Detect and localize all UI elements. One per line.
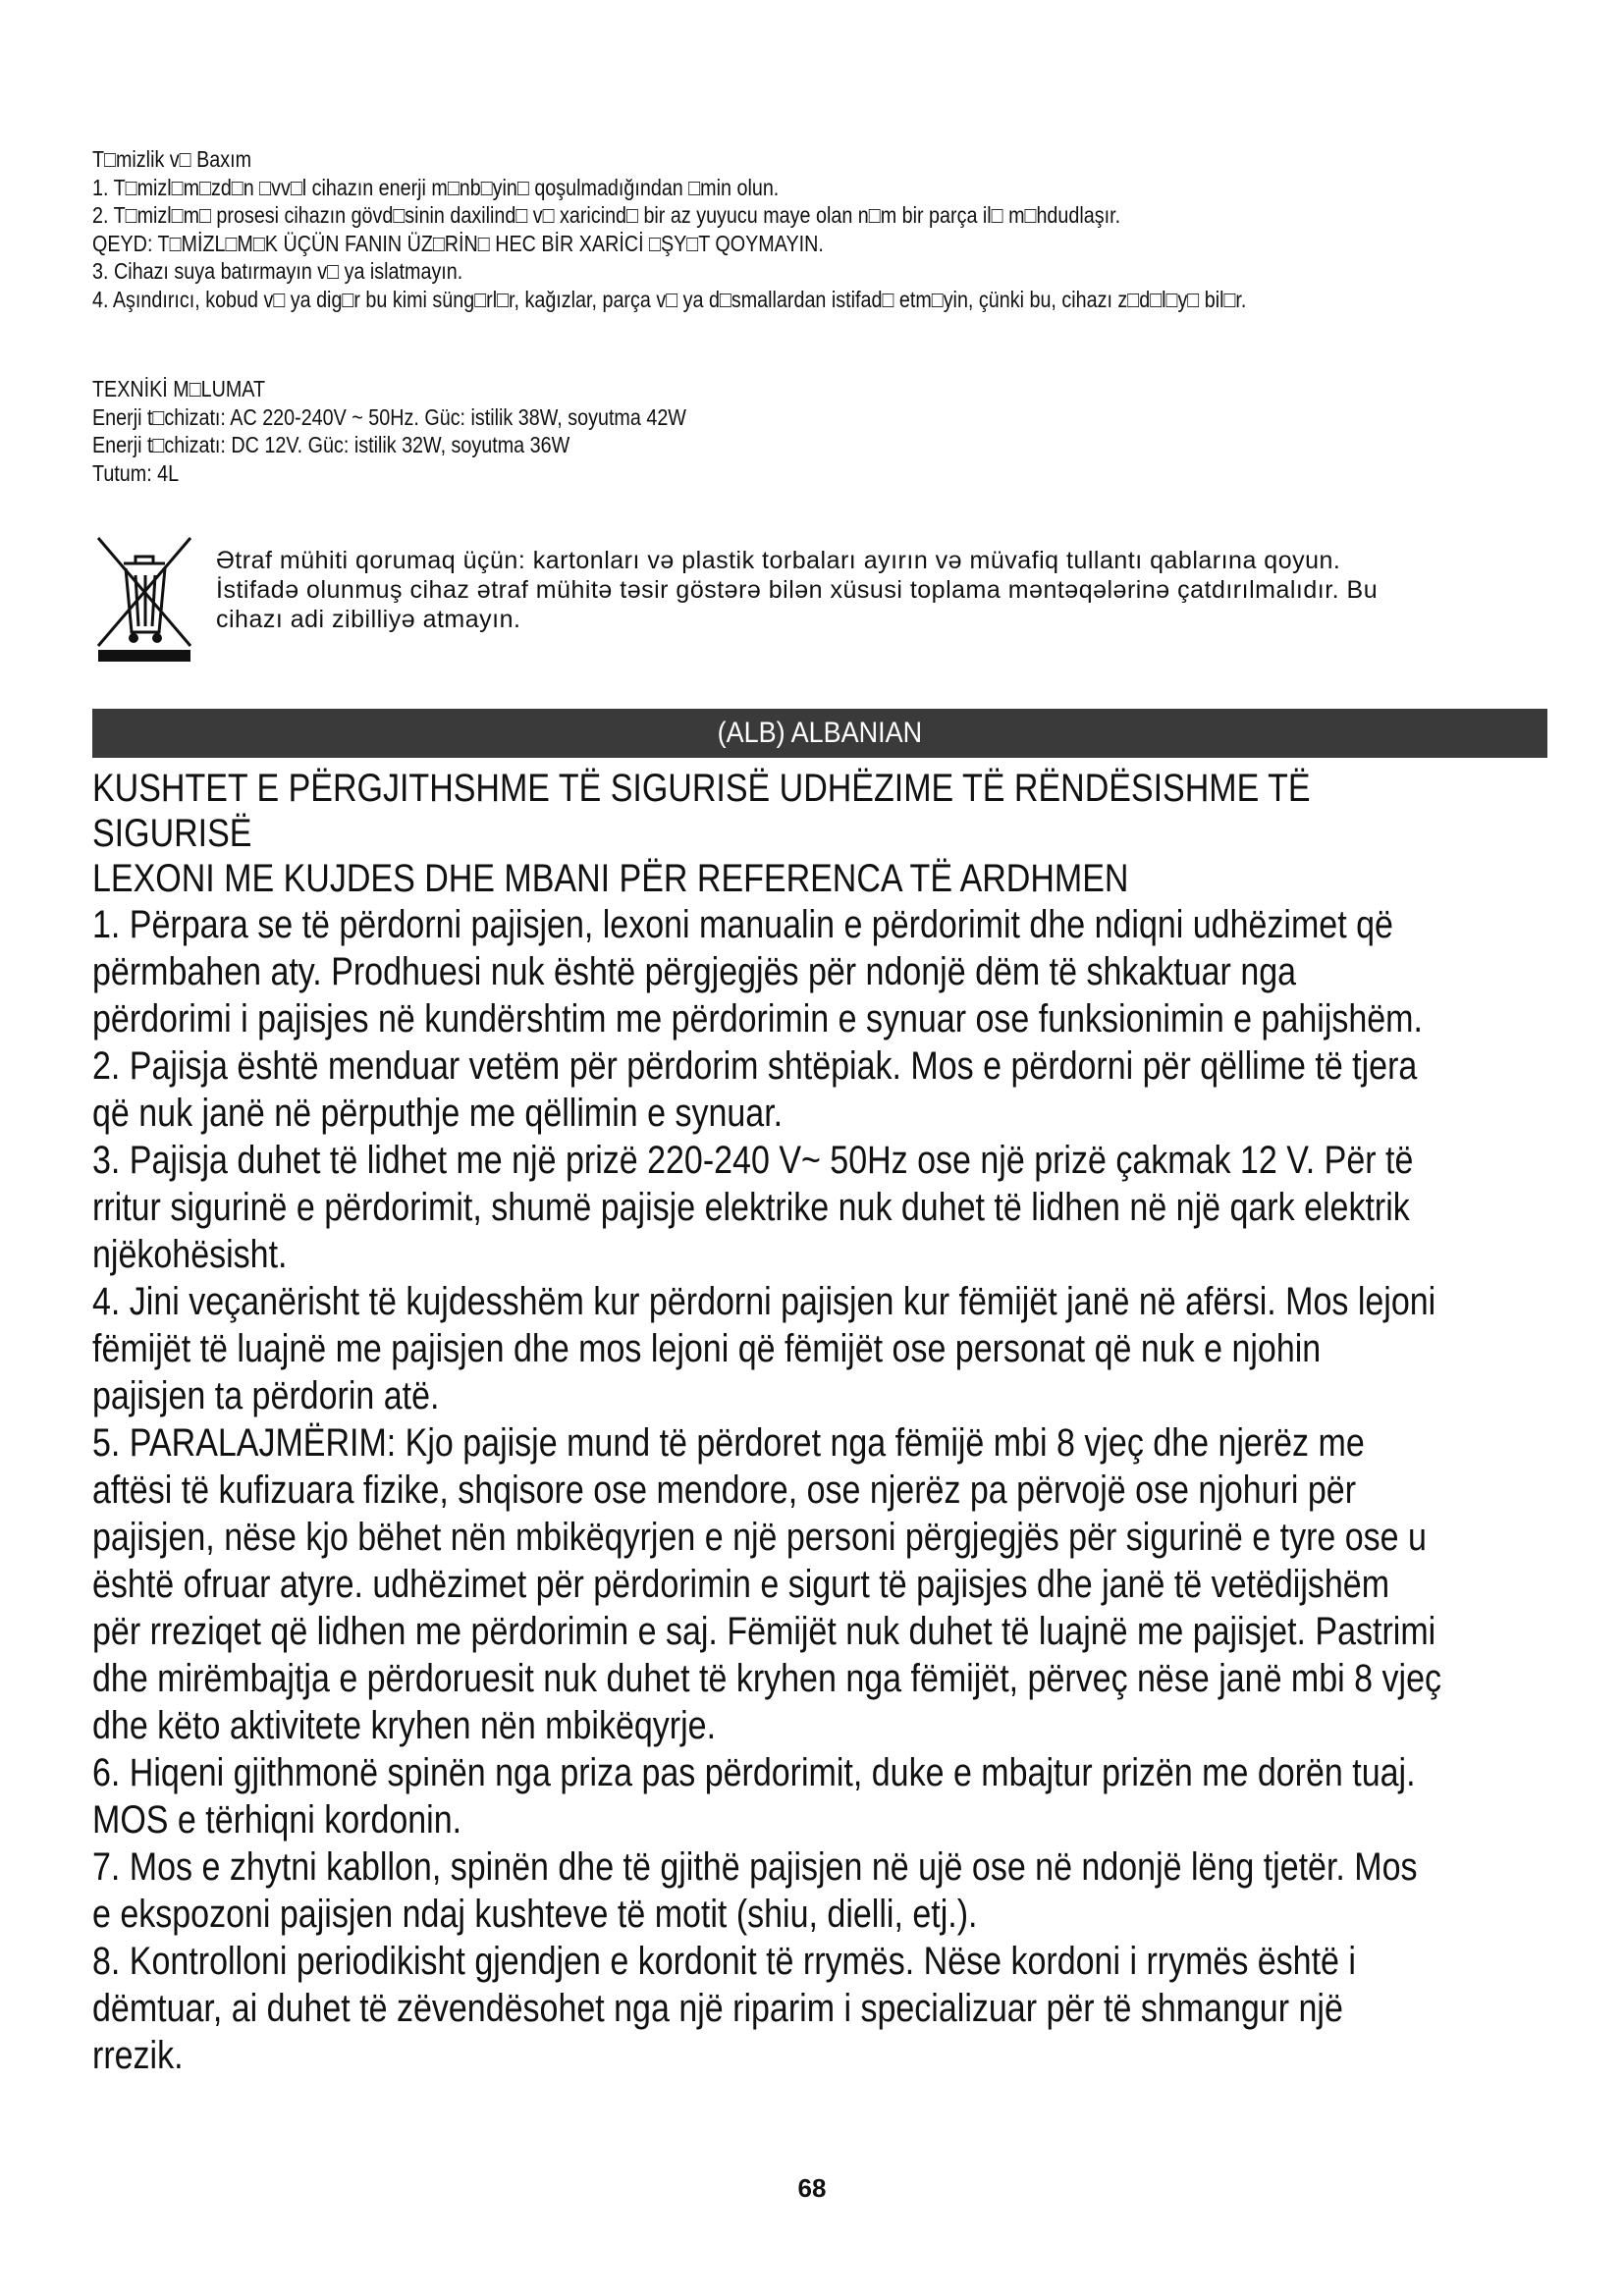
safety-text-line: është ofruar atyre. udhëzimet për përdorimin e sigurt të pajisjes dhe janë të vetëdijshëm [92,1563,1390,1606]
environment-notice-line: cihazı adi zibilliyə atmayın. [216,606,521,633]
cleaning-item: 4. Aşındırıcı, kobud v□ ya dig□r bu kimi süng□rl□r, kağızlar, parça v□ ya d□smallardan istifad□ etm□yin, çünki bu, cihazı z□d□l□y□ bil□r. [92,286,1247,312]
safety-text-line: dëmtuar, ai duhet të zëvendësohet nga një riparim i specializuar për të shmangur një [92,1987,1343,2030]
safety-text-line: rrezik. [92,2034,184,2077]
safety-text-line: e ekspozoni pajisjen ndaj kushteve të motit (shiu, dielli, etj.). [92,1893,978,1936]
albanian-safety-section [92,766,1565,2079]
technical-data-section [92,375,1271,487]
safety-text-line: 1. Përpara se të përdorni pajisjen, lexoni manualin e përdorimit dhe ndiqni udhëzimet që [92,903,1393,946]
safety-text-line: 6. Hiqeni gjithmonë spinën nga priza pas përdorimit, duke e mbajtur prizën me dorën tuaj. [92,1751,1416,1794]
safety-text-line: njëkohësisht. [92,1233,288,1276]
environment-notice [216,546,1571,634]
cleaning-note: QEYD: T□MİZL□M□K ÜÇÜN FANIN ÜZ□RİN□ HEC BİR XARİCİ □ŞY□T QOYMAYIN. [92,230,824,256]
technical-data-heading: TEXNİKİ M□LUMAT [92,376,266,401]
language-banner-label: (ALB) ALBANIAN [717,717,923,749]
safety-text-line: përdorimi i pajisjes në kundërshtim me përdorimin e synuar ose funksionimin e pahijshëm. [92,997,1423,1041]
safety-text-line: aftësi të kufizuara fizike, shqisore ose mendore, ose njerëz pa përvojë ose njohuri për [92,1468,1357,1512]
safety-text-line: 5. PARALAJMËRIM: Kjo pajisje mund të përdoret nga fëmijë mbi 8 vjeç dhe njerëz me [92,1421,1365,1465]
safety-text-line: 3. Pajisja duhet të lidhet me një prizë 220-240 V~ 50Hz ose një prizë çakmak 12 V. Për të [92,1139,1414,1182]
safety-text-line: 7. Mos e zhytni kabllon, spinën dhe të gjithë pajisjen në ujë ose në ndonjë lëng tjetër. Mos [92,1845,1418,1889]
safety-text-line: pajisjen ta përdorin atë. [92,1374,440,1417]
safety-heading: SIGURISË [92,812,252,855]
environment-notice-line: İstifadə olunmuş cihaz ətraf mühitə təsir göstərə bilən xüsusi toplama məntəqələrinə çatdırılmalıdır. Bu [216,576,1379,604]
page-number: 68 [797,2173,827,2203]
safety-text-line: MOS e tërhiqni kordonin. [92,1798,462,1842]
safety-text-line: fëmijët të luajnë me pajisjen dhe mos lejoni që fëmijët ose personat që nuk e njohin [92,1327,1322,1370]
safety-text-line: që nuk janë në përputhje me qëllimin e synuar. [92,1092,784,1135]
safety-text-line: pajisjen, nëse kjo bëhet nën mbikëqyrjen e një personi përgjegjës për sigurinë e tyre ose u [92,1516,1427,1559]
safety-text-line: dhe mirëmbajtja e përdoruesit nuk duhet të kryhen nga fëmijët, përveç nëse janë mbi 8 vjeç [92,1657,1441,1700]
cleaning-item: 2. T□mizl□m□ prosesi cihazın gövd□sinin daxilind□ v□ xaricind□ bir az yuyucu maye olan n□m bir parça il□ m□hdudlaşır. [92,202,1121,228]
safety-text-line: 2. Pajisja është menduar vetëm për përdorim shtëpiak. Mos e përdorni për qëllime të tjera [92,1044,1418,1088]
technical-data-line: Tutum: 4L [92,459,180,486]
azerbaijani-cleaning-section [92,145,1545,313]
environment-notice-line: Ətraf mühiti qorumaq üçün: kartonları və plastik torbaları ayırın və müvafiq tullantı qablarına qoyun. [216,547,1341,574]
technical-data-line: Enerji t□chizatı: AC 220-240V ~ 50Hz. Güc: istilik 38W, soyutma 42W [92,403,686,430]
safety-text-line: dhe këto aktivitete kryhen nën mbikëqyrje. [92,1704,717,1747]
safety-text-line: rritur sigurinë e përdorimit, shumë pajisje elektrike nuk duhet të lidhen në një qark elektrik [92,1186,1410,1229]
cleaning-heading: T□mizlik v□ Baxım [92,146,252,172]
safety-heading: LEXONI ME KUJDES DHE MBANI PËR REFERENCA TË ARDHMEN [92,857,1129,900]
cleaning-item: 3. Cihazı suya batırmayın v□ ya islatmayın. [92,258,463,284]
language-banner [92,709,1547,758]
technical-data-line: Enerji t□chizatı: DC 12V. Güc: istilik 32W, soyutma 36W [92,432,570,457]
safety-text-line: përmbahen aty. Prodhuesi nuk është përgjegjës për ndonjë dëm të shkaktuar nga [92,950,1297,993]
safety-text-line: për rreziqet që lidhen me përdorimin e saj. Fëmijët nuk duhet të luajnë me pajisjet. Pastrimi [92,1610,1436,1653]
cleaning-item: 1. T□mizl□m□zd□n □vv□l cihazın enerji m□nb□yin□ qoşulmadığından □min olun. [92,174,780,200]
safety-text-line: 4. Jini veçanërisht të kujdesshëm kur përdorni pajisjen kur fëmijët janë në afërsi. Mos lejoni [92,1280,1436,1323]
safety-text-line: 8. Kontrolloni periodikisht gjendjen e kordonit të rrymës. Nëse kordoni i rrymës është i [92,1940,1356,1983]
safety-heading: KUSHTET E PËRGJITHSHME TË SIGURISË UDHËZIME TË RËNDËSISHME TË [92,767,1311,810]
crossed-out-bin-icon [94,536,192,664]
